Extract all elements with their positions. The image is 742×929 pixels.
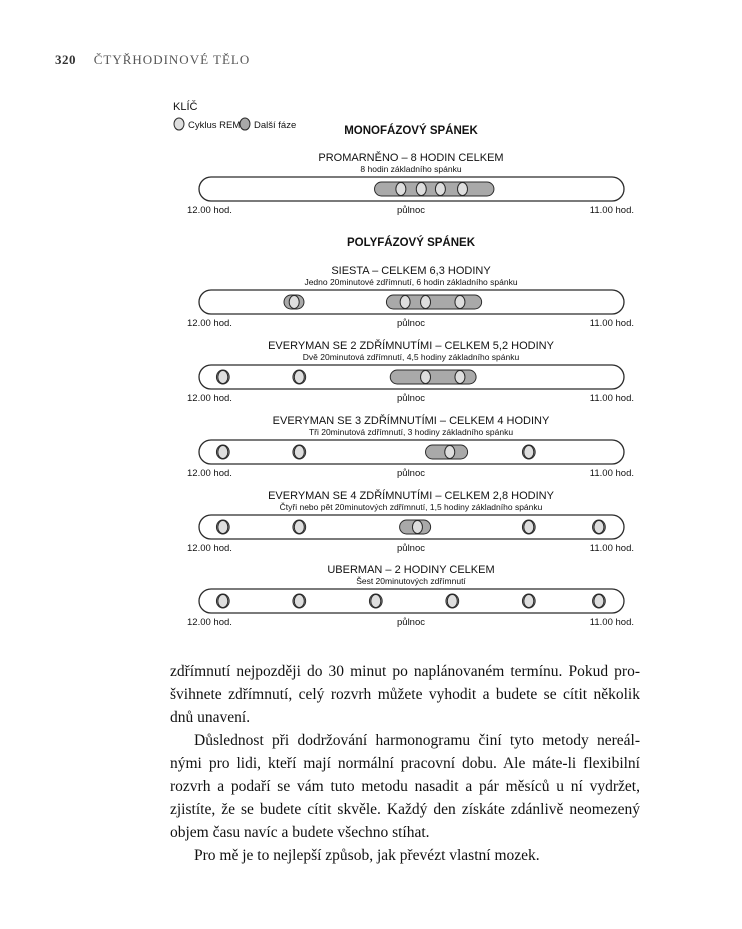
schedule-subtitle: Jedno 20minutové zdřímnutí, 6 hodin základního spánku (304, 277, 518, 287)
rem-cycle (447, 595, 457, 608)
schedule-row (187, 564, 634, 628)
rem-cycle (435, 183, 445, 196)
rem-cycle (421, 371, 431, 384)
schedule-title: UBERMAN – 2 HODINY CELKEM (327, 564, 495, 576)
schedule-subtitle: Tři 20minutová zdřímnutí, 3 hodiny základního spánku (308, 427, 514, 437)
axis-mid-label: půlnoc (397, 393, 425, 404)
rem-cycle (218, 371, 228, 384)
rem-cycle (294, 521, 304, 534)
rem-cycle (524, 446, 534, 459)
sleep-block (375, 182, 494, 196)
legend-title: KLÍČ (173, 101, 198, 113)
timeline-bar (199, 440, 624, 464)
axis-mid-label: půlnoc (397, 543, 425, 554)
rem-cycle (396, 183, 406, 196)
page-number: 320 (55, 52, 76, 67)
schedule-subtitle: Šest 20minutových zdřímnutí (356, 576, 466, 586)
rem-cycle (455, 296, 465, 309)
body-text (170, 660, 640, 867)
rem-cycle (421, 296, 431, 309)
axis-start-label: 12.00 hod. (187, 543, 232, 554)
axis-start-label: 12.00 hod. (187, 617, 232, 628)
legend-other-swatch (240, 118, 250, 130)
rem-cycle (412, 521, 422, 534)
axis-mid-label: půlnoc (397, 318, 425, 329)
rem-cycle (524, 595, 534, 608)
rem-cycle (594, 595, 604, 608)
rem-cycle (400, 296, 410, 309)
legend-rem-swatch (174, 118, 184, 130)
section-poly-title: POLYFÁZOVÝ SPÁNEK (346, 237, 476, 249)
legend-rem-label: Cyklus REM (188, 120, 241, 131)
rem-cycle (416, 183, 426, 196)
axis-mid-label: půlnoc (397, 205, 425, 216)
schedule-row (187, 414, 634, 479)
schedule-row (187, 489, 634, 554)
rem-cycle (524, 521, 534, 534)
rem-cycle (218, 595, 228, 608)
axis-mid-label: půlnoc (397, 468, 425, 479)
schedule-title: EVERYMAN SE 4 ZDŘÍMNUTÍMI – CELKEM 2,8 HODINY (268, 490, 554, 502)
schedule-subtitle: Dvě 20minutová zdřímnutí, 4,5 hodiny základního spánku (302, 352, 520, 362)
schedule-title: SIESTA – CELKEM 6,3 HODINY (331, 265, 491, 277)
rem-cycle (294, 446, 304, 459)
legend-other-label: Další fáze (254, 120, 297, 131)
section-mono-title: MONOFÁZOVÝ SPÁNEK (344, 125, 478, 137)
rem-cycle (455, 371, 465, 384)
timeline-bar (199, 589, 624, 613)
rem-cycle (294, 371, 304, 384)
rem-cycle (458, 183, 468, 196)
axis-start-label: 12.00 hod. (187, 468, 232, 479)
schedule-subtitle: Čtyři nebo pět 20minutových zdřímnutí, 1,5 hodiny základního spánku (279, 502, 543, 512)
schedule-row (187, 265, 634, 329)
rem-cycle (294, 595, 304, 608)
axis-end-label: 11.00 hod. (589, 318, 634, 329)
axis-end-label: 11.00 hod. (589, 393, 634, 404)
schedule-row (187, 339, 634, 404)
schedules-group (187, 151, 634, 628)
rem-cycle (218, 446, 228, 459)
axis-end-label: 11.00 hod. (589, 617, 634, 628)
schedule-subtitle: 8 hodin základního spánku (360, 164, 462, 174)
rem-cycle (445, 446, 455, 459)
axis-end-label: 11.00 hod. (589, 468, 634, 479)
paragraph-1: zdřímnutí nejpozději do 30 minut po naplánovaném termínu. Pokud pro-švihnete zdřímnutí, celý rozvrh můžete vyhodit a budete se cítit několik dnů unavení. (170, 663, 640, 726)
axis-start-label: 12.00 hod. (187, 393, 232, 404)
schedule-row (187, 151, 634, 216)
schedule-title: EVERYMAN SE 2 ZDŘÍMNUTÍMI – CELKEM 5,2 HODINY (268, 340, 554, 352)
axis-mid-label: půlnoc (397, 617, 425, 628)
axis-start-label: 12.00 hod. (187, 318, 232, 329)
rem-cycle (289, 296, 299, 309)
rem-cycle (594, 521, 604, 534)
paragraph-2: Důslednost při dodržování harmonogramu činí tyto metody nereál-nými pro lidi, kteří mají normální pracovní dobu. Ale máte-li flexibilní rozvrh a podaří se vám tuto metodu nasadit a pár měsíců u ní vydržet, zjistíte, že se budete cítit skvěle. Každý den získáte zdánlivě neomezený objem času navíc a budete všechno stíhat. (170, 732, 640, 841)
paragraph-3: Pro mě je to nejlepší způsob, jak převézt vlastní mozek. (194, 847, 540, 864)
axis-end-label: 11.00 hod. (589, 205, 634, 216)
axis-end-label: 11.00 hod. (589, 543, 634, 554)
axis-start-label: 12.00 hod. (187, 205, 232, 216)
schedule-title: EVERYMAN SE 3 ZDŘÍMNUTÍMI – CELKEM 4 HODINY (272, 415, 550, 427)
schedule-title: PROMARNĚNO – 8 HODIN CELKEM (318, 152, 504, 164)
book-title: ČTYŘHODINOVÉ TĚLO (93, 52, 251, 67)
rem-cycle (218, 521, 228, 534)
rem-cycle (371, 595, 381, 608)
